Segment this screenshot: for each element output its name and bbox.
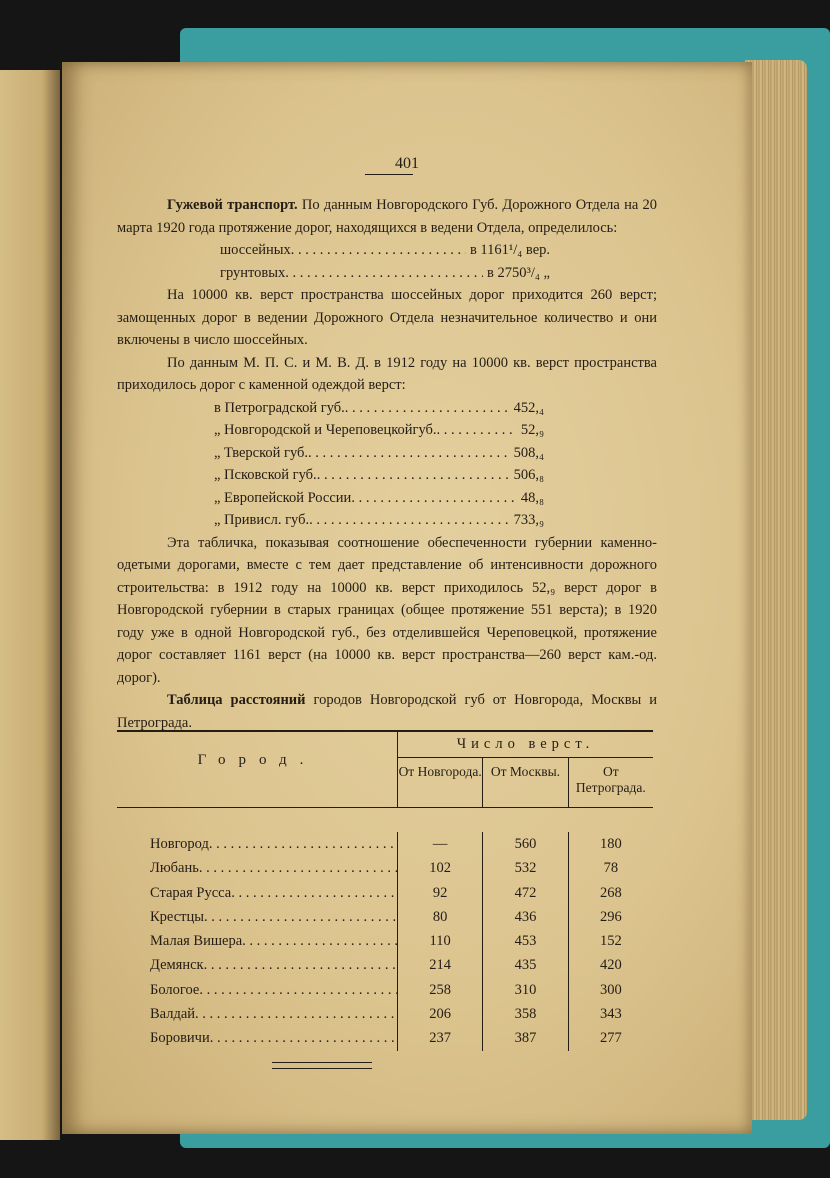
dist-from-novgorod: 110 <box>397 929 482 953</box>
leader-dots <box>204 905 397 929</box>
table-body <box>117 808 653 1057</box>
stat-label: „ Привисл. губ. <box>214 512 310 528</box>
leader-dots <box>351 487 517 510</box>
page-number-rule <box>365 174 413 175</box>
roads-row <box>220 239 550 262</box>
intro-paragraph <box>117 194 657 239</box>
leader-dots <box>291 239 466 262</box>
roads-list <box>220 239 550 284</box>
city-name: Старая Русса <box>150 884 232 901</box>
col-header-moscow: От Москвы. <box>482 758 567 807</box>
city-name: Бологое <box>150 981 200 998</box>
table-row <box>117 832 653 856</box>
stat-row <box>214 397 544 420</box>
city-name: Демянск <box>150 957 204 974</box>
intro-heading: Гужевой транспорт. <box>167 197 298 213</box>
dist-from-moscow: 532 <box>482 856 567 880</box>
dist-from-petrograd: 78 <box>568 856 653 880</box>
leader-dots <box>204 953 397 977</box>
table-header <box>117 732 653 808</box>
leader-dots <box>199 856 397 880</box>
table-row <box>117 881 653 905</box>
roads-label: грунтовых <box>220 264 286 281</box>
stat-row <box>214 419 544 442</box>
dist-from-petrograd: 296 <box>568 905 653 929</box>
table-row <box>117 1026 653 1050</box>
leader-dots <box>437 419 517 442</box>
dist-from-novgorod: 80 <box>397 905 482 929</box>
leader-dots <box>195 1002 397 1026</box>
leader-dots <box>242 929 397 953</box>
leader-dots <box>209 832 397 856</box>
dist-from-moscow: 358 <box>482 1002 567 1026</box>
page-edges <box>745 60 807 1120</box>
dist-from-novgorod: 102 <box>397 856 482 880</box>
city-name: Любань <box>150 860 199 877</box>
city-cell <box>117 905 397 929</box>
col-header-novgorod: От Новгорода. <box>398 764 482 779</box>
stat-value: 452,₄ <box>513 399 544 416</box>
table-caption <box>117 689 657 734</box>
city-name: Малая Вишера <box>150 933 243 950</box>
table-row <box>117 953 653 977</box>
dist-from-petrograd: 420 <box>568 953 653 977</box>
leader-dots <box>285 262 483 285</box>
table-row <box>117 978 653 1002</box>
city-cell <box>117 929 397 953</box>
stat-label: „ Новгородской и Череповецкойгуб. <box>214 422 437 438</box>
stat-row <box>214 442 544 465</box>
dist-from-petrograd: 277 <box>568 1026 653 1050</box>
stat-row <box>214 487 544 510</box>
stat-label: „ Тверской губ. <box>214 444 309 461</box>
table-row <box>117 856 653 880</box>
dist-from-novgorod: 92 <box>397 881 482 905</box>
dist-from-novgorod: 258 <box>397 978 482 1002</box>
dist-from-moscow: 436 <box>482 905 567 929</box>
leader-dots <box>210 1026 397 1050</box>
end-rule <box>272 1062 372 1069</box>
dist-from-petrograd: 300 <box>568 978 653 1002</box>
paragraph-2: На 10000 кв. верст пространства шоссейных дорог приходится 260 верст; замощенных дорог в ведении Дорожного Отдела незначительное количество и они включены в число шоссейных. <box>117 287 657 348</box>
table-caption-bold: Таблица расстояний <box>167 692 306 708</box>
stat-label: „ Европейской России <box>214 489 352 506</box>
leader-dots <box>309 509 509 532</box>
leader-dots <box>345 397 510 420</box>
dist-from-novgorod: 214 <box>397 953 482 977</box>
dist-from-moscow: 310 <box>482 978 567 1002</box>
roads-row <box>220 262 550 285</box>
stat-value: 52,₉ <box>520 422 544 438</box>
stats-list <box>214 397 544 532</box>
dist-from-moscow: 453 <box>482 929 567 953</box>
leader-dots <box>317 464 510 487</box>
stat-label: „ Псковской губ. <box>214 467 317 483</box>
table-caption-rest: городов Новгородской губ от Новгорода, Москвы и Петрограда. <box>117 692 658 731</box>
city-name: Крестцы <box>150 908 204 925</box>
leader-dots <box>308 442 510 465</box>
stat-value: 506,₈ <box>513 467 544 483</box>
stat-row <box>214 464 544 487</box>
city-column-header: Город. <box>197 752 317 768</box>
dist-from-moscow: 472 <box>482 881 567 905</box>
roads-value: в 1161¹/₄ вер. <box>469 242 550 258</box>
roads-value: в 2750³/₄ „ <box>487 264 550 281</box>
city-cell <box>117 881 397 905</box>
dist-from-novgorod: 237 <box>397 1026 482 1050</box>
distance-table <box>117 730 653 1057</box>
page-body <box>117 194 657 734</box>
leader-dots <box>231 881 397 905</box>
stat-label: в Петроградской губ. <box>214 399 345 416</box>
city-cell <box>117 953 397 977</box>
stat-row <box>214 509 544 532</box>
page-number: 401 <box>395 155 419 172</box>
stat-value: 48,₈ <box>520 489 544 506</box>
intro-text: По данным Новгородского Губ. Дорожного Отдела на 20 марта 1920 года протяжение дорог, находящихся в ведени Отдела, определилось: <box>117 197 658 236</box>
dist-from-novgorod: — <box>397 832 482 856</box>
city-name: Новгород <box>150 836 209 852</box>
distance-super-header: Число верст. <box>398 732 653 758</box>
dist-from-moscow: 387 <box>482 1026 567 1050</box>
paragraph-3: По данным М. П. С. и М. В. Д. в 1912 году на 10000 кв. верст пространства приходилось дорог с каменной одеждой верст: <box>117 354 657 393</box>
stat-value: 508,₄ <box>513 444 544 461</box>
dist-from-novgorod: 206 <box>397 1002 482 1026</box>
city-cell <box>117 978 397 1002</box>
dist-from-petrograd: 268 <box>568 881 653 905</box>
dist-from-petrograd: 343 <box>568 1002 653 1026</box>
city-cell <box>117 856 397 880</box>
table-row <box>117 1002 653 1026</box>
table-row <box>117 905 653 929</box>
distance-columns-header <box>397 732 653 807</box>
col-header-petrograd: От Петрограда. <box>568 758 653 807</box>
city-name: Валдай <box>150 1006 196 1023</box>
city-cell <box>117 1026 397 1050</box>
left-page-edge <box>0 70 60 1140</box>
roads-label: шоссейных <box>220 242 291 258</box>
dist-from-moscow: 560 <box>482 832 567 856</box>
city-cell <box>117 1002 397 1026</box>
city-cell <box>117 832 397 856</box>
paragraph-4: Эта табличка, показывая соотношение обеспеченности губернии каменно-одетыми дорогами, вместе с тем дает представление об интенсивности дорожного строительства: в 1912 году на 10000 кв. верст приходилось 52,₉ верст дорог в Новгородской губернии в старых границах (общее протяжение 551 верста); в 1920 году уже в одной Новгородской губ., без отделившейся Череповецкой, протяжение дорог составляет 1161 верст (на 10000 кв. верст пространства—260 верст кам.-од. дорог). <box>117 534 657 686</box>
leader-dots <box>199 978 397 1002</box>
stat-value: 733,₉ <box>513 512 544 528</box>
book-page <box>62 62 752 1134</box>
dist-from-petrograd: 180 <box>568 832 653 856</box>
table-row <box>117 929 653 953</box>
dist-from-petrograd: 152 <box>568 929 653 953</box>
dist-from-moscow: 435 <box>482 953 567 977</box>
distance-sub-headers <box>398 758 653 807</box>
city-name: Боровичи <box>150 1030 210 1047</box>
